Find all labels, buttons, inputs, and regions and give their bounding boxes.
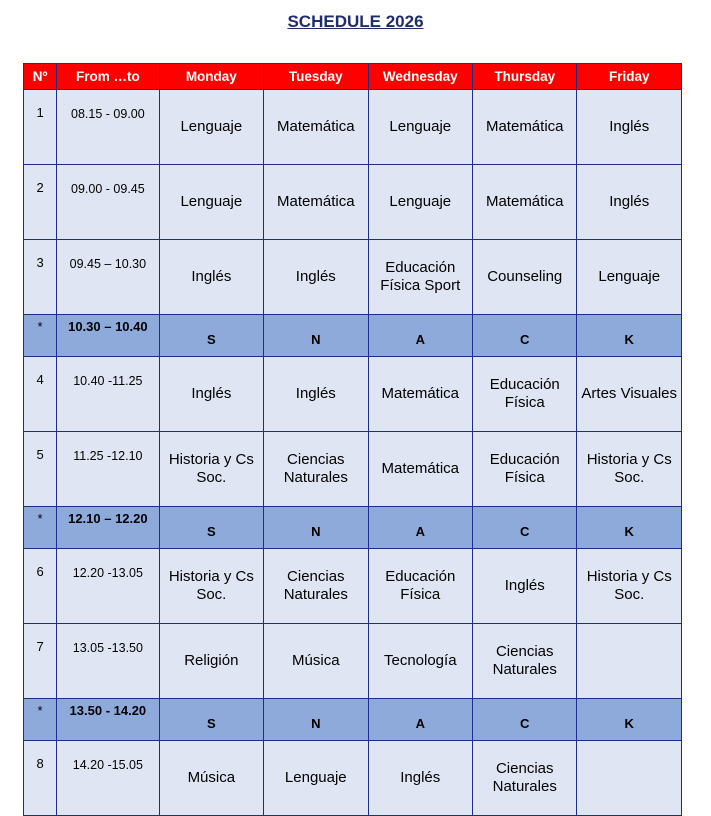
tuesday-cell: Inglés bbox=[264, 240, 368, 315]
thursday-cell: Counseling bbox=[473, 240, 577, 315]
period-number: 2 bbox=[24, 165, 57, 240]
monday-cell: Inglés bbox=[159, 357, 263, 432]
period-number: 8 bbox=[24, 741, 57, 816]
tuesday-cell: Lenguaje bbox=[264, 741, 368, 816]
table-row bbox=[24, 624, 682, 699]
wednesday-cell: Lenguaje bbox=[368, 90, 472, 165]
break-letter: N bbox=[264, 507, 368, 549]
period-number: 5 bbox=[24, 432, 57, 507]
period-number: 6 bbox=[24, 549, 57, 624]
monday-cell: Religión bbox=[159, 624, 263, 699]
break-letter: C bbox=[473, 507, 577, 549]
tuesday-cell: Inglés bbox=[264, 357, 368, 432]
break-letter: A bbox=[368, 507, 472, 549]
period-time: 09.00 - 09.45 bbox=[57, 165, 159, 240]
break-row bbox=[24, 507, 682, 549]
thursday-cell: Educación Física bbox=[473, 432, 577, 507]
tuesday-cell: Matemática bbox=[264, 90, 368, 165]
schedule-table bbox=[23, 63, 682, 816]
monday-cell: Historia y Cs Soc. bbox=[159, 549, 263, 624]
period-time: 08.15 - 09.00 bbox=[57, 90, 159, 165]
header-wednesday: Wednesday bbox=[368, 64, 472, 90]
wednesday-cell: Lenguaje bbox=[368, 165, 472, 240]
header-row bbox=[24, 64, 682, 90]
break-letter: K bbox=[577, 699, 682, 741]
thursday-cell: Ciencias Naturales bbox=[473, 741, 577, 816]
wednesday-cell: Educación Física Sport bbox=[368, 240, 472, 315]
thursday-cell: Educación Física bbox=[473, 357, 577, 432]
friday-cell bbox=[577, 741, 682, 816]
monday-cell: Historia y Cs Soc. bbox=[159, 432, 263, 507]
break-letter: S bbox=[159, 315, 263, 357]
break-marker: * bbox=[24, 315, 57, 357]
period-time: 13.05 -13.50 bbox=[57, 624, 159, 699]
break-marker: * bbox=[24, 699, 57, 741]
break-marker: * bbox=[24, 507, 57, 549]
period-time: 12.20 -13.05 bbox=[57, 549, 159, 624]
table-row bbox=[24, 357, 682, 432]
period-time: 09.45 – 10.30 bbox=[57, 240, 159, 315]
break-letter: C bbox=[473, 315, 577, 357]
period-number: 3 bbox=[24, 240, 57, 315]
table-row bbox=[24, 240, 682, 315]
page-title: SCHEDULE 2026 bbox=[287, 12, 424, 31]
break-letter: S bbox=[159, 699, 263, 741]
tuesday-cell: Música bbox=[264, 624, 368, 699]
break-letter: N bbox=[264, 315, 368, 357]
friday-cell: Artes Visuales bbox=[577, 357, 682, 432]
table-row bbox=[24, 432, 682, 507]
thursday-cell: Ciencias Naturales bbox=[473, 624, 577, 699]
break-row bbox=[24, 699, 682, 741]
thursday-cell: Matemática bbox=[473, 90, 577, 165]
header-monday: Monday bbox=[159, 64, 263, 90]
break-time: 10.30 – 10.40 bbox=[57, 315, 159, 357]
break-letter: K bbox=[577, 315, 682, 357]
break-letter: N bbox=[264, 699, 368, 741]
table-row bbox=[24, 741, 682, 816]
table-row bbox=[24, 165, 682, 240]
monday-cell: Lenguaje bbox=[159, 90, 263, 165]
monday-cell: Inglés bbox=[159, 240, 263, 315]
wednesday-cell: Inglés bbox=[368, 741, 472, 816]
friday-cell: Historia y Cs Soc. bbox=[577, 549, 682, 624]
header-number: Nº bbox=[24, 64, 57, 90]
thursday-cell: Matemática bbox=[473, 165, 577, 240]
friday-cell: Inglés bbox=[577, 90, 682, 165]
friday-cell: Historia y Cs Soc. bbox=[577, 432, 682, 507]
header-time: From …to bbox=[57, 64, 159, 90]
break-time: 13.50 - 14.20 bbox=[57, 699, 159, 741]
friday-cell: Inglés bbox=[577, 165, 682, 240]
period-time: 11.25 -12.10 bbox=[57, 432, 159, 507]
break-letter: A bbox=[368, 699, 472, 741]
tuesday-cell: Matemática bbox=[264, 165, 368, 240]
period-number: 4 bbox=[24, 357, 57, 432]
header-thursday: Thursday bbox=[473, 64, 577, 90]
wednesday-cell: Matemática bbox=[368, 432, 472, 507]
thursday-cell: Inglés bbox=[473, 549, 577, 624]
period-number: 1 bbox=[24, 90, 57, 165]
wednesday-cell: Educación Física bbox=[368, 549, 472, 624]
wednesday-cell: Tecnología bbox=[368, 624, 472, 699]
break-letter: A bbox=[368, 315, 472, 357]
break-row bbox=[24, 315, 682, 357]
header-tuesday: Tuesday bbox=[264, 64, 368, 90]
break-letter: S bbox=[159, 507, 263, 549]
tuesday-cell: Ciencias Naturales bbox=[264, 549, 368, 624]
table-row bbox=[24, 549, 682, 624]
period-time: 14.20 -15.05 bbox=[57, 741, 159, 816]
header-friday: Friday bbox=[577, 64, 682, 90]
break-time: 12.10 – 12.20 bbox=[57, 507, 159, 549]
break-letter: K bbox=[577, 507, 682, 549]
monday-cell: Música bbox=[159, 741, 263, 816]
table-row bbox=[24, 90, 682, 165]
friday-cell bbox=[577, 624, 682, 699]
period-time: 10.40 -11.25 bbox=[57, 357, 159, 432]
friday-cell: Lenguaje bbox=[577, 240, 682, 315]
tuesday-cell: Ciencias Naturales bbox=[264, 432, 368, 507]
period-number: 7 bbox=[24, 624, 57, 699]
break-letter: C bbox=[473, 699, 577, 741]
wednesday-cell: Matemática bbox=[368, 357, 472, 432]
monday-cell: Lenguaje bbox=[159, 165, 263, 240]
